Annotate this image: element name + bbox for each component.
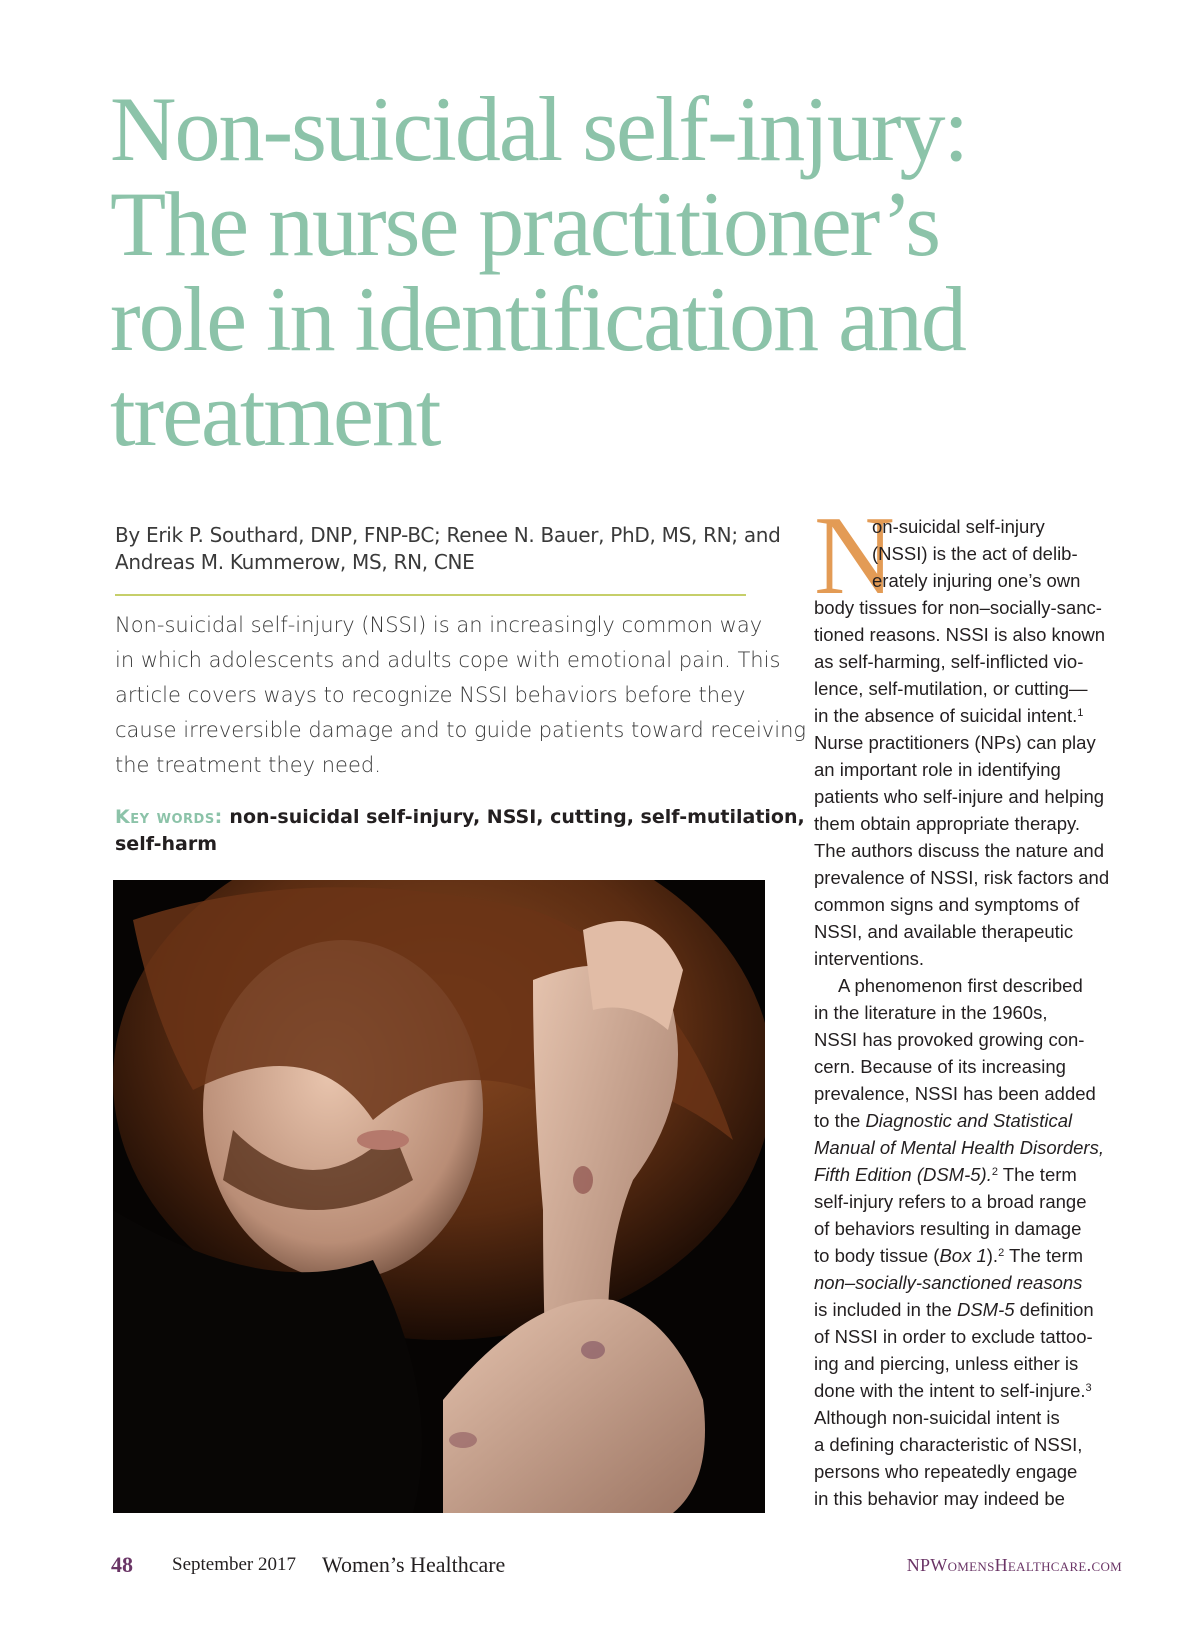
- body-line: common signs and symptoms of: [814, 894, 1080, 915]
- body-line: [814, 1242, 1134, 1269]
- body-line: cern. Because of its increasing: [814, 1056, 1066, 1077]
- byline-line: By Erik P. Southard, DNP, FNP-BC; Renee N. Bauer, PhD, MS, RN; and: [115, 523, 781, 547]
- body-column: [814, 513, 1134, 1512]
- abstract-line: Non-suicidal self-injury (NSSI) is an increasingly common way: [115, 613, 763, 637]
- body-line: lence, self-mutilation, or cutting—: [814, 678, 1088, 699]
- dsm-title: Diagnostic and Statistical: [865, 1110, 1073, 1131]
- title-line: Non-suicidal self-injury:: [110, 78, 968, 180]
- body-text: in the absence of suicidal intent.: [814, 705, 1078, 726]
- journal-name: Women’s Healthcare: [322, 1552, 506, 1577]
- body-line: The authors discuss the nature and: [814, 840, 1105, 861]
- keywords-text: non-suicidal self-injury, NSSI, cutting, self-mutilation,: [229, 806, 805, 828]
- body-line: NSSI, and available therapeutic: [814, 921, 1074, 942]
- keywords-label: Key words:: [115, 806, 223, 828]
- body-line: body tissues for non–socially-sanc-: [814, 597, 1102, 618]
- body-line: as self-harming, self-inflicted vio-: [814, 651, 1084, 672]
- body-line: an important role in identifying: [814, 759, 1061, 780]
- body-line: Nurse practitioners (NPs) can play: [814, 732, 1096, 753]
- keywords-line: self-harm: [115, 833, 218, 855]
- body-line: persons who repeatedly engage: [814, 1461, 1078, 1482]
- body-text: definition: [1014, 1299, 1094, 1320]
- dsm-title: Manual of Mental Health Disorders,: [814, 1137, 1104, 1158]
- body-text: to the: [814, 1110, 866, 1131]
- body-line: [814, 1134, 1134, 1161]
- citation: 2: [991, 1166, 998, 1178]
- body-text: done with the intent to self-injure.: [814, 1380, 1086, 1401]
- body-line: them obtain appropriate therapy.: [814, 813, 1081, 834]
- body-line: ing and piercing, unless either is: [814, 1353, 1079, 1374]
- abstract-line: in which adolescents and adults cope with emotional pain. This: [115, 648, 781, 672]
- body-line: on-suicidal self-injury: [872, 516, 1045, 537]
- section-divider: [115, 594, 746, 596]
- citation: 2: [998, 1247, 1005, 1259]
- body-line: tioned reasons. NSSI is also known: [814, 624, 1106, 645]
- dsm-title: Fifth Edition (DSM-5).: [814, 1164, 992, 1185]
- title-line: role in identification and: [110, 268, 965, 370]
- body-line: [814, 1296, 1134, 1323]
- title-line: The nurse practitioner’s: [110, 173, 940, 275]
- keywords: [115, 804, 805, 858]
- body-line: prevalence of NSSI, risk factors and: [814, 867, 1110, 888]
- title-line: treatment: [110, 363, 440, 465]
- body-line: of behaviors resulting in damage: [814, 1218, 1082, 1239]
- body-line: [814, 1107, 1134, 1134]
- body-line: a defining characteristic of NSSI,: [814, 1434, 1083, 1455]
- body-line: NSSI has provoked growing con-: [814, 1029, 1085, 1050]
- body-line: self-injury refers to a broad range: [814, 1191, 1087, 1212]
- body-text: to body tissue (: [814, 1245, 940, 1266]
- citation: 1: [1077, 707, 1084, 719]
- page-number: 48: [111, 1552, 133, 1577]
- body-line: A phenomenon first described: [838, 975, 1083, 996]
- body-line: [814, 1161, 1134, 1188]
- drop-cap: N: [814, 494, 895, 618]
- body-line: prevalence, NSSI has been added: [814, 1083, 1096, 1104]
- body-line: in the literature in the 1960s,: [814, 1002, 1048, 1023]
- author-byline: [115, 522, 781, 576]
- body-line: patients who self-injure and helping: [814, 786, 1105, 807]
- body-line: of NSSI in order to exclude tattoo-: [814, 1326, 1093, 1347]
- body-text: ).: [986, 1245, 999, 1266]
- box-reference: Box 1: [939, 1245, 987, 1266]
- portrait-photo-illustration: [113, 880, 765, 1513]
- body-line: interventions.: [814, 948, 925, 969]
- body-text: is included in the: [814, 1299, 957, 1320]
- body-line: (NSSI) is the act of delib-: [872, 543, 1078, 564]
- abstract-line: the treatment they need.: [115, 753, 381, 777]
- byline-line: Andreas M. Kummerow, MS, RN, CNE: [115, 550, 475, 574]
- term-italic: non–socially-sanctioned reasons: [814, 1272, 1083, 1293]
- body-line: [814, 1269, 1134, 1296]
- body-line: [814, 1377, 1134, 1404]
- body-text: The term: [997, 1164, 1077, 1185]
- body-line: in this behavior may indeed be: [814, 1488, 1065, 1509]
- abstract-line: cause irreversible damage and to guide patients toward receiving: [115, 718, 806, 742]
- abstract-line: article covers ways to recognize NSSI behaviors before they: [115, 683, 746, 707]
- body-text: The term: [1004, 1245, 1084, 1266]
- body-line: Although non-suicidal intent is: [814, 1407, 1060, 1428]
- article-title: [110, 78, 1110, 465]
- portrait-photo: [113, 880, 765, 1513]
- dsm5-italic: DSM-5: [956, 1299, 1015, 1320]
- issue-date: September 2017: [172, 1554, 297, 1575]
- citation: 3: [1085, 1382, 1092, 1394]
- journal-url[interactable]: NPWomensHealthcare.com: [906, 1555, 1122, 1575]
- body-line: erately injuring one’s own: [872, 570, 1081, 591]
- abstract: [115, 608, 806, 783]
- body-line: [814, 702, 1134, 729]
- keywords-line: [115, 804, 805, 831]
